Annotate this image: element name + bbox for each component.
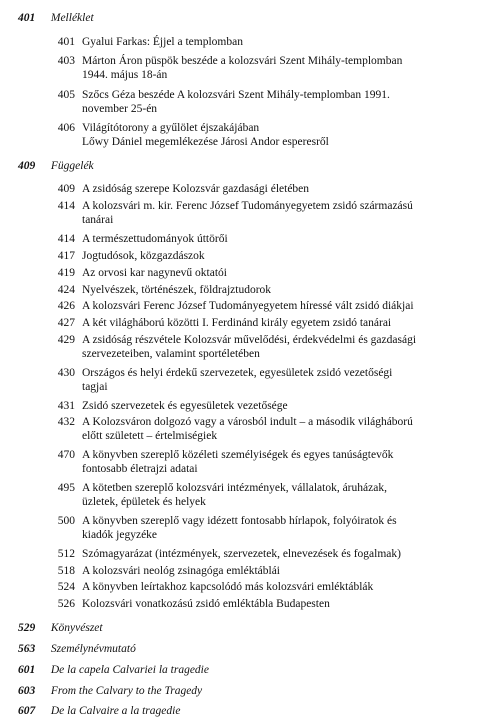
entry-title-line: 1944. május 18-án bbox=[82, 69, 168, 81]
entry-title-line: november 25-én bbox=[82, 103, 158, 115]
entry-title-line: Az orvosi kar nagynevű oktatói bbox=[82, 267, 227, 279]
entry-page-number: 430 bbox=[57, 367, 75, 379]
entry-title-line: A zsidóság részvétele Kolozsvár művelődési, érdekvédelmi és gazdasági bbox=[82, 334, 417, 346]
entry-title-line: üzletek, épületek és helyek bbox=[82, 496, 206, 508]
toc-entry bbox=[51, 366, 476, 394]
entry-page-number: 403 bbox=[57, 55, 75, 67]
toc-entry bbox=[51, 121, 476, 149]
entry-page-number: 414 bbox=[57, 200, 75, 212]
toc-entry bbox=[51, 88, 476, 116]
entry-page-number: 429 bbox=[57, 334, 75, 346]
entry-page-number: 419 bbox=[57, 267, 75, 279]
toc-entry bbox=[51, 514, 476, 542]
entry-title-line: A kötetben szereplő kolozsvári intézmények, vállalatok, áruházak, bbox=[82, 482, 387, 494]
toc-entry bbox=[51, 448, 476, 476]
section-title: Könyvészet bbox=[50, 622, 103, 634]
toc-entry bbox=[51, 399, 476, 413]
entry-title-line: Márton Áron püspök beszéde a kolozsvári Szent Mihály-templomban bbox=[82, 55, 403, 67]
section-heading bbox=[18, 664, 209, 676]
entry-title-line: A két világháború közötti I. Ferdinánd király egyetem zsidó tanárai bbox=[82, 317, 392, 329]
entry-title-line: A kolozsvári m. kir. Ferenc József Tudományegyetem zsidó származású bbox=[82, 200, 413, 212]
entry-title-line: előtt született – értelmiségiek bbox=[82, 430, 218, 442]
toc-entry bbox=[51, 299, 476, 313]
entry-page-number: 500 bbox=[57, 515, 75, 527]
entry-page-number: 432 bbox=[57, 416, 75, 428]
entry-title-line: A könyvben leírtakhoz kapcsolódó más kolozsvári emléktáblák bbox=[82, 581, 374, 593]
section-page-number: 529 bbox=[18, 622, 36, 634]
section-title: Személynévmutató bbox=[50, 643, 136, 655]
section-heading bbox=[18, 12, 94, 24]
section-page-number: 607 bbox=[18, 705, 36, 717]
toc-entry bbox=[51, 415, 476, 443]
entry-title-line: Gyalui Farkas: Éjjel a templomban bbox=[82, 36, 243, 48]
section-title: Függelék bbox=[50, 160, 94, 172]
toc-entry bbox=[51, 564, 476, 578]
toc-entry bbox=[51, 199, 476, 227]
entry-title-line: szervezeteiben, valamint sportéletében bbox=[82, 348, 260, 360]
entry-title-line: A kolozsvári neológ zsinagóga emléktáblái bbox=[82, 565, 280, 577]
entry-page-number: 409 bbox=[57, 183, 75, 195]
section-title: Melléklet bbox=[50, 12, 94, 24]
entry-page-number: 495 bbox=[57, 482, 75, 494]
section-heading bbox=[18, 685, 202, 697]
entry-title-line: A kolozsvári Ferenc József Tudományegyetem híressé vált zsidó diákjai bbox=[82, 300, 414, 312]
toc-entry bbox=[51, 333, 476, 361]
entry-page-number: 417 bbox=[57, 250, 75, 262]
section-title: De la capela Calvariei la tragedie bbox=[50, 664, 209, 676]
section-heading bbox=[18, 160, 94, 172]
toc-entry bbox=[51, 35, 476, 49]
toc-entry bbox=[51, 249, 476, 263]
section-heading bbox=[18, 622, 103, 634]
entry-title-line: Lőwy Dániel megemlékezése Járosi Andor esperesről bbox=[82, 136, 329, 148]
entry-page-number: 470 bbox=[57, 449, 75, 461]
section-page-number: 601 bbox=[18, 664, 36, 676]
entry-page-number: 518 bbox=[57, 565, 75, 577]
entry-title-line: Nyelvészek, történészek, földrajztudorok bbox=[82, 284, 272, 296]
toc-entry bbox=[51, 266, 476, 280]
toc-entry bbox=[51, 481, 476, 509]
entry-title-line: A természettudományok úttörői bbox=[82, 233, 228, 245]
entry-title-line: Jogtudósok, közgazdászok bbox=[82, 250, 205, 262]
section-heading bbox=[18, 643, 136, 655]
entry-title-line: Kolozsvári vonatkozású zsidó emléktábla Budapesten bbox=[82, 598, 330, 610]
entry-title-line: tanárai bbox=[82, 214, 114, 226]
entry-page-number: 426 bbox=[57, 300, 75, 312]
section-title: De la Calvaire a la tragedie bbox=[50, 705, 181, 717]
entry-title-line: Zsidó szervezetek és egyesületek vezetősége bbox=[82, 400, 288, 412]
entry-title-line: kiadók jegyzéke bbox=[82, 529, 158, 541]
entry-title-line: tagjai bbox=[82, 381, 108, 393]
entry-title-line: A Kolozsváron dolgozó vagy a városból indult – a második világháború bbox=[82, 416, 413, 428]
section-page-number: 409 bbox=[18, 160, 36, 172]
entry-page-number: 401 bbox=[57, 36, 75, 48]
entry-page-number: 427 bbox=[57, 317, 75, 329]
entry-page-number: 526 bbox=[57, 598, 75, 610]
toc-entry bbox=[51, 316, 476, 330]
entry-page-number: 524 bbox=[57, 581, 75, 593]
entry-page-number: 431 bbox=[57, 400, 75, 412]
entry-page-number: 414 bbox=[57, 233, 75, 245]
section-heading bbox=[18, 705, 180, 717]
entry-page-number: 406 bbox=[57, 122, 75, 134]
entry-title-line: A zsidóság szerepe Kolozsvár gazdasági életében bbox=[82, 183, 310, 195]
entry-title-line: A könyvben szereplő vagy idézett fontosabb hírlapok, folyóiratok és bbox=[82, 515, 397, 527]
section-page-number: 401 bbox=[18, 12, 36, 24]
entry-title-line: A könyvben szereplő közéleti személyiségek és egyes tanúságtevők bbox=[82, 449, 394, 461]
entry-page-number: 405 bbox=[57, 89, 75, 101]
entry-title-line: Országos és helyi érdekű szervezetek, egyesületek zsidó vezetőségi bbox=[82, 367, 393, 379]
entry-page-number: 512 bbox=[57, 548, 75, 560]
toc-entry bbox=[51, 182, 476, 196]
toc-entry bbox=[51, 232, 476, 246]
toc-entry bbox=[51, 283, 476, 297]
entry-title-line: Szómagyarázat (intézmények, szervezetek, elnevezések és fogalmak) bbox=[82, 548, 401, 560]
entry-page-number: 424 bbox=[57, 284, 75, 296]
toc-entry bbox=[51, 597, 476, 611]
toc-entry bbox=[51, 580, 476, 594]
entry-title-line: Szőcs Géza beszéde A kolozsvári Szent Mihály-templomban 1991. bbox=[82, 89, 390, 101]
section-page-number: 563 bbox=[18, 643, 36, 655]
entry-title-line: fontosabb életrajzi adatai bbox=[82, 463, 198, 475]
toc-entry bbox=[51, 547, 476, 561]
section-page-number: 603 bbox=[18, 685, 36, 697]
section-title: From the Calvary to the Tragedy bbox=[50, 685, 203, 697]
toc-entry bbox=[51, 54, 476, 82]
entry-title-line: Világítótorony a gyűlölet éjszakájában bbox=[82, 122, 260, 134]
